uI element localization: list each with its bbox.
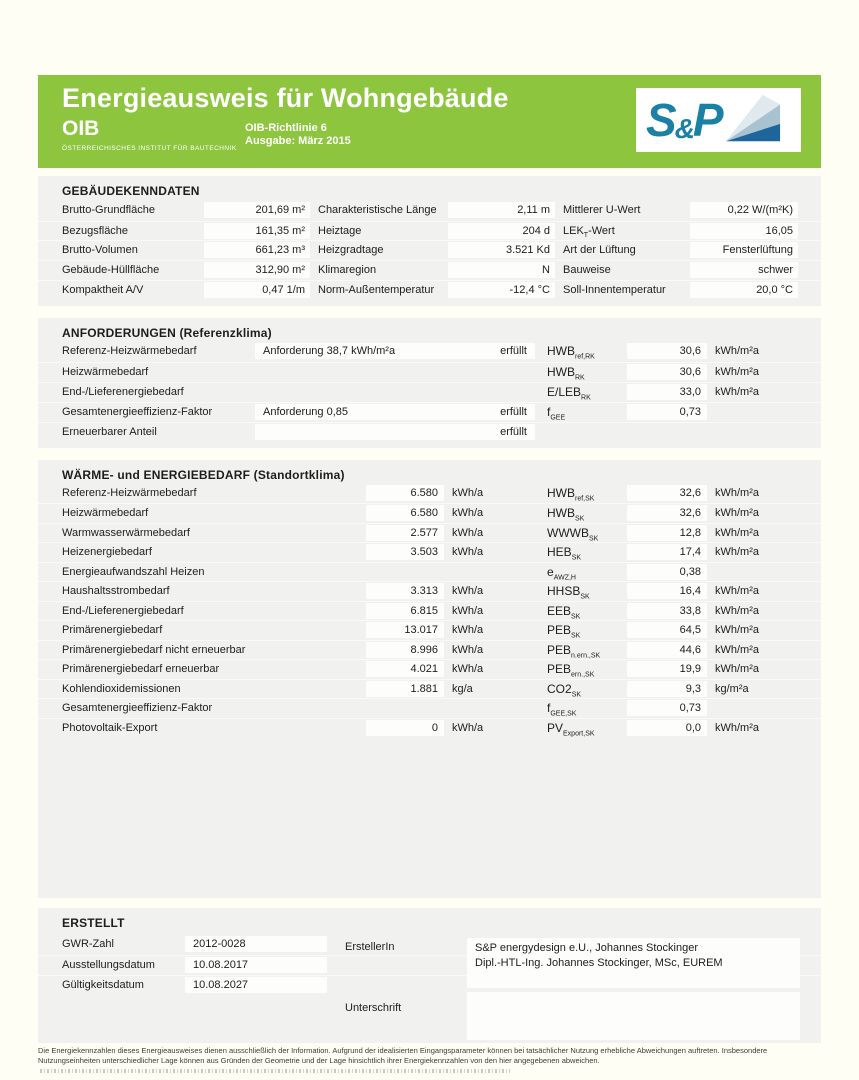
- field-label: Erneuerbarer Anteil: [62, 426, 157, 438]
- annual-unit-label: kWh/a: [452, 605, 484, 617]
- field-label: Energieaufwandszahl Heizen: [62, 566, 205, 578]
- section-erstellt: [38, 908, 821, 1043]
- annual-unit-label: kWh/a: [452, 644, 484, 656]
- annual-unit-label: kWh/a: [452, 585, 484, 597]
- annual-unit-label: kWh/a: [452, 527, 484, 539]
- field-value: 161,35 m²: [204, 223, 310, 239]
- oib-institute-subtitle: ÖSTERREICHISCHES INSTITUT FÜR BAUTECHNIK: [62, 145, 237, 152]
- section-title: ERSTELLT: [62, 916, 125, 930]
- symbol-label: $PEB_{SK}$: [547, 623, 581, 640]
- logo-triangle-icon: [724, 94, 782, 146]
- unit-label: kWh/m²a: [715, 345, 759, 357]
- symbol-label: $CO2_{SK}$: [547, 682, 582, 699]
- section-title: ANFORDERUNGEN (Referenzklima): [62, 326, 272, 340]
- field-label: Brutto-Volumen: [62, 244, 138, 256]
- issuer-line: S&P energydesign e.U., Johannes Stockinger: [475, 942, 698, 954]
- symbol-label: $HWB_{SK}$: [547, 506, 585, 523]
- field-label: Soll-Innentemperatur: [563, 284, 666, 296]
- field-label: Heizwärmebedarf: [62, 366, 149, 378]
- requirement-box: [255, 404, 535, 420]
- field-label: Ausstellungsdatum: [62, 959, 155, 971]
- field-label: Primärenergiebedarf nicht erneuerbar: [62, 644, 246, 656]
- value-box: 0,73: [627, 700, 707, 716]
- unit-label: kg/m²a: [715, 683, 749, 695]
- symbol-label: $HEB_{SK}$: [547, 545, 582, 562]
- annual-value-box: 6.815: [366, 603, 444, 619]
- annual-value-box: 3.313: [366, 583, 444, 599]
- symbol-label: $HWB_{ref,SK}$: [547, 486, 595, 503]
- field-label: Referenz-Heizwärmebedarf: [62, 345, 197, 357]
- field-label: Charakteristische Länge: [318, 204, 437, 216]
- annual-value-box: 2.577: [366, 525, 444, 541]
- symbol-label: $PEB_{n.ern.,SK}$: [547, 643, 601, 660]
- field-value: 312,90 m²: [204, 262, 310, 278]
- field-value: 201,69 m²: [204, 202, 310, 218]
- bedarf-row: [38, 562, 821, 581]
- anforderung-row: [38, 422, 821, 441]
- value-box: 30,6: [627, 364, 707, 380]
- sp-logo: [636, 88, 801, 152]
- field-label: Bauweise: [563, 264, 611, 276]
- page-title: Energieausweis für Wohngebäude: [62, 83, 509, 113]
- field-label: Gesamtenergieeffizienz-Faktor: [62, 702, 213, 714]
- field-value: 3.521 Kd: [448, 242, 555, 258]
- anforderung-row: [38, 362, 821, 381]
- field-label: Norm-Außentemperatur: [318, 284, 435, 296]
- section-title: GEBÄUDEKENNDATEN: [62, 184, 200, 198]
- unit-label: kWh/m²a: [715, 386, 759, 398]
- field-label: End-/Lieferenergiebedarf: [62, 605, 184, 617]
- annual-unit-label: kWh/a: [452, 487, 484, 499]
- symbol-label: $PV_{Export,SK}$: [547, 721, 595, 738]
- annual-value-box: 6.580: [366, 505, 444, 521]
- bedarf-row: [38, 601, 821, 620]
- symbol-label: $HWB_{ref,RK}$: [547, 344, 595, 361]
- value-box: 30,6: [627, 343, 707, 359]
- annual-value-box: 3.503: [366, 544, 444, 560]
- field-label: Referenz-Heizwärmebedarf: [62, 487, 197, 499]
- value-box: 32,6: [627, 485, 707, 501]
- issuer-line: Dipl.-HTL-Ing. Johannes Stockinger, MSc, EUREM: [475, 957, 723, 969]
- annual-value-box: 1.881: [366, 681, 444, 697]
- field-label: End-/Lieferenergiebedarf: [62, 386, 184, 398]
- field-label: Heizwärmebedarf: [62, 507, 149, 519]
- value-box: 17,4: [627, 544, 707, 560]
- status-text: erfüllt: [500, 345, 527, 357]
- unit-label: kWh/m²a: [715, 722, 759, 734]
- value-box: 0,38: [627, 564, 707, 580]
- symbol-label: $PEB_{ern.,SK}$: [547, 662, 595, 679]
- status-text: erfüllt: [500, 406, 527, 418]
- unit-label: kWh/m²a: [715, 487, 759, 499]
- value-box: 33,0: [627, 384, 707, 400]
- unit-label: kWh/m²a: [715, 663, 759, 675]
- value-box: 0,73: [627, 404, 707, 420]
- field-label: Mittlerer U-Wert: [563, 204, 641, 216]
- bedarf-row: [38, 679, 821, 698]
- requirement-text: Anforderung 38,7 kWh/m²a: [263, 345, 396, 357]
- field-label: Primärenergiebedarf erneuerbar: [62, 663, 220, 675]
- value-box: 12,8: [627, 525, 707, 541]
- symbol-label: $f_{GEE}$: [547, 405, 566, 422]
- field-label: GWR-Zahl: [62, 938, 114, 950]
- annual-unit-label: kWh/a: [452, 663, 484, 675]
- edition-label: Ausgabe: März 2015: [245, 135, 351, 147]
- kenndaten-row: [38, 221, 821, 240]
- field-label: Art der Lüftung: [563, 244, 636, 256]
- signature-box: [467, 992, 800, 1040]
- annual-unit-label: kWh/a: [452, 546, 484, 558]
- anforderung-row: [38, 402, 821, 421]
- symbol-label: $HHSB_{SK}$: [547, 584, 590, 601]
- value-box: 44,6: [627, 642, 707, 658]
- unit-label: kWh/m²a: [715, 366, 759, 378]
- field-value: 204 d: [448, 223, 555, 239]
- field-label: Heizenergiebedarf: [62, 546, 152, 558]
- symbol-label: $HWB_{RK}$: [547, 365, 585, 382]
- annual-unit-label: kWh/a: [452, 624, 484, 636]
- annual-unit-label: kg/a: [452, 683, 473, 695]
- field-value: 2012-0028: [185, 936, 327, 952]
- field-label: Kompaktheit A/V: [62, 284, 144, 296]
- status-text: erfüllt: [500, 426, 527, 438]
- field-label: Gebäude-Hüllfläche: [62, 264, 160, 276]
- bedarf-row: [38, 581, 821, 600]
- anforderung-row: [38, 342, 821, 360]
- kenndaten-row: [38, 240, 821, 259]
- annual-value-box: 13.017: [366, 622, 444, 638]
- value-box: 19,9: [627, 661, 707, 677]
- field-value: 661,23 m³: [204, 242, 310, 258]
- bedarf-row: [38, 698, 821, 717]
- oib-wordmark: OIB: [62, 117, 100, 140]
- bedarf-row: [38, 659, 821, 678]
- field-value: N: [448, 262, 555, 278]
- field-label: Warmwasserwärmebedarf: [62, 527, 190, 539]
- unit-label: kWh/m²a: [715, 546, 759, 558]
- annual-unit-label: kWh/a: [452, 507, 484, 519]
- annual-value-box: 4.021: [366, 661, 444, 677]
- bedarf-row: [38, 503, 821, 522]
- section-waerme-energiebedarf: [38, 460, 821, 898]
- symbol-label: $WWWB_{SK}$: [547, 526, 599, 543]
- field-value: 10.08.2027: [185, 977, 327, 993]
- bedarf-row: [38, 718, 821, 737]
- unit-label: kWh/m²a: [715, 644, 759, 656]
- value-box: 16,4: [627, 583, 707, 599]
- unit-label: kWh/m²a: [715, 605, 759, 617]
- symbol-label: $E/LEB_{RK}$: [547, 385, 591, 402]
- field-value: -12,4 °C: [448, 282, 555, 298]
- bedarf-row: [38, 484, 821, 502]
- unit-label: kWh/m²a: [715, 507, 759, 519]
- bedarf-row: [38, 620, 821, 639]
- unit-label: kWh/m²a: [715, 624, 759, 636]
- kenndaten-row: [38, 280, 821, 299]
- anforderung-row: [38, 382, 821, 401]
- field-label: Bezugsfläche: [62, 225, 129, 237]
- symbol-label: $e_{AWZ,H}$: [547, 565, 576, 582]
- footer-disclaimer: Die Energiekennzahlen dieses Energieausweises dienen ausschließlich der Information. Aufgrund der idealisierten Eingangsparameter können bei tatsächlicher Nutzung erhebliche Abweichungen auftreten. Insbesondere Nutzungseinheiten unterschiedlicher Lage können aus Gründen der Geometrie und der Lage hinsichtlich ihrer Energiekennzahlen von den hier angegebenen abweichen.: [38, 1046, 768, 1065]
- field-label: Heiztage: [318, 225, 362, 237]
- signature-label: Unterschrift: [345, 1002, 402, 1014]
- issuer-label: ErstellerIn: [345, 941, 395, 953]
- field-value: 2,11 m: [448, 202, 555, 218]
- kenndaten-row: [38, 260, 821, 279]
- field-label: Brutto-Grundfläche: [62, 204, 155, 216]
- field-label: Klimaregion: [318, 264, 377, 276]
- requirement-text: Anforderung 0,85: [263, 406, 349, 418]
- sp-logo-text: S&P: [646, 94, 722, 146]
- section-anforderungen: [38, 318, 821, 448]
- field-value: 0,22 W/(m²K): [690, 202, 798, 218]
- section-title: WÄRME- und ENERGIEBEDARF (Standortklima): [62, 468, 345, 482]
- value-box: 0,0: [627, 720, 707, 736]
- section-gebaeudekenndaten: [38, 176, 821, 306]
- bedarf-row: [38, 523, 821, 542]
- field-label: Kohlendioxidemissionen: [62, 683, 181, 695]
- issuer-box: [467, 938, 800, 988]
- field-label: Gültigkeitsdatum: [62, 979, 144, 991]
- bedarf-row: [38, 640, 821, 659]
- field-value: 20,0 °C: [690, 282, 798, 298]
- value-box: 64,5: [627, 622, 707, 638]
- value-box: 33,8: [627, 603, 707, 619]
- field-value: 0,47 1/m: [204, 282, 310, 298]
- unit-label: kWh/m²a: [715, 585, 759, 597]
- field-value: 16,05: [690, 223, 798, 239]
- symbol-label: $f_{GEE,SK}$: [547, 701, 577, 718]
- field-label-lek: $LEK_T$-Wert: [563, 225, 615, 240]
- fineprint-line: [40, 1069, 510, 1073]
- field-label: Primärenergiebedarf: [62, 624, 163, 636]
- field-value: 10.08.2017: [185, 957, 327, 973]
- certificate-header: [38, 75, 821, 168]
- symbol-label: $EEB_{SK}$: [547, 604, 581, 621]
- value-box: 32,6: [627, 505, 707, 521]
- kenndaten-row: [38, 201, 821, 219]
- unit-label: kWh/m²a: [715, 527, 759, 539]
- annual-unit-label: kWh/a: [452, 722, 484, 734]
- field-value: Fensterlüftung: [690, 242, 798, 258]
- field-label: Haushaltsstrombedarf: [62, 585, 170, 597]
- field-label: Heizgradtage: [318, 244, 384, 256]
- requirement-box: [255, 343, 535, 359]
- bedarf-row: [38, 542, 821, 561]
- value-box: 9,3: [627, 681, 707, 697]
- field-value: schwer: [690, 262, 798, 278]
- annual-value-box: 6.580: [366, 485, 444, 501]
- field-label: Photovoltaik-Export: [62, 722, 158, 734]
- requirement-box: [255, 424, 535, 440]
- field-label: Gesamtenergieeffizienz-Faktor: [62, 406, 213, 418]
- annual-value-box: 8.996: [366, 642, 444, 658]
- annual-value-box: 0: [366, 720, 444, 736]
- guideline-label: OIB-Richtlinie 6: [245, 122, 327, 134]
